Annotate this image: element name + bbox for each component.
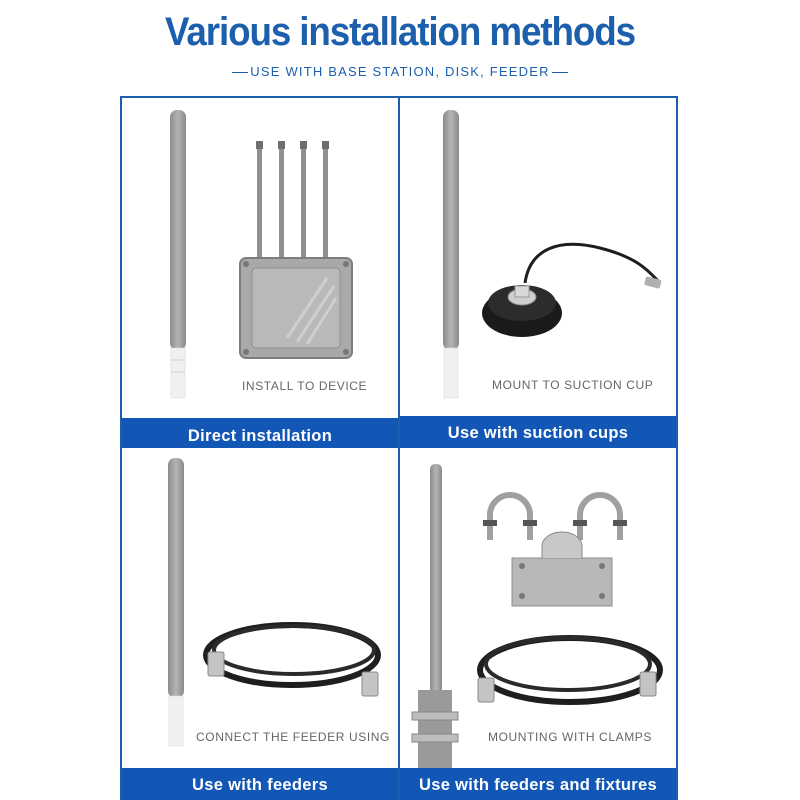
frame-right-border bbox=[676, 96, 678, 800]
panel-suction-cups bbox=[400, 98, 676, 448]
panel-caption-clamps: MOUNTING WITH CLAMPS bbox=[488, 730, 652, 744]
panel-feeders-fixtures bbox=[400, 450, 676, 800]
panel-feeders bbox=[122, 450, 398, 800]
magnetic-suction-cup-icon bbox=[400, 98, 676, 448]
subtitle-text: USE WITH BASE STATION, DISK, FEEDER bbox=[250, 64, 550, 79]
page-subtitle bbox=[0, 64, 800, 79]
subtitle-left-dash bbox=[232, 72, 248, 73]
panel-label-feeders: Use with feeders bbox=[122, 768, 398, 800]
subtitle-right-dash bbox=[552, 72, 568, 73]
coaxial-feeder-cable-icon bbox=[122, 450, 398, 800]
outdoor-router-box-icon bbox=[122, 98, 398, 448]
panel-label-suction: Use with suction cups bbox=[400, 416, 676, 448]
panel-label-fixtures: Use with feeders and fixtures bbox=[400, 768, 676, 800]
page-title: Various installation methods bbox=[164, 10, 636, 54]
panel-direct-installation bbox=[122, 98, 398, 448]
panel-caption-feeder: CONNECT THE FEEDER USING bbox=[196, 730, 390, 744]
panel-caption-suction: MOUNT TO SUCTION CUP bbox=[492, 378, 654, 392]
panel-caption-install: INSTALL TO DEVICE bbox=[242, 379, 368, 393]
coaxial-feeder-cable-icon bbox=[400, 450, 676, 800]
panel-label-direct: Direct installation bbox=[122, 418, 398, 448]
